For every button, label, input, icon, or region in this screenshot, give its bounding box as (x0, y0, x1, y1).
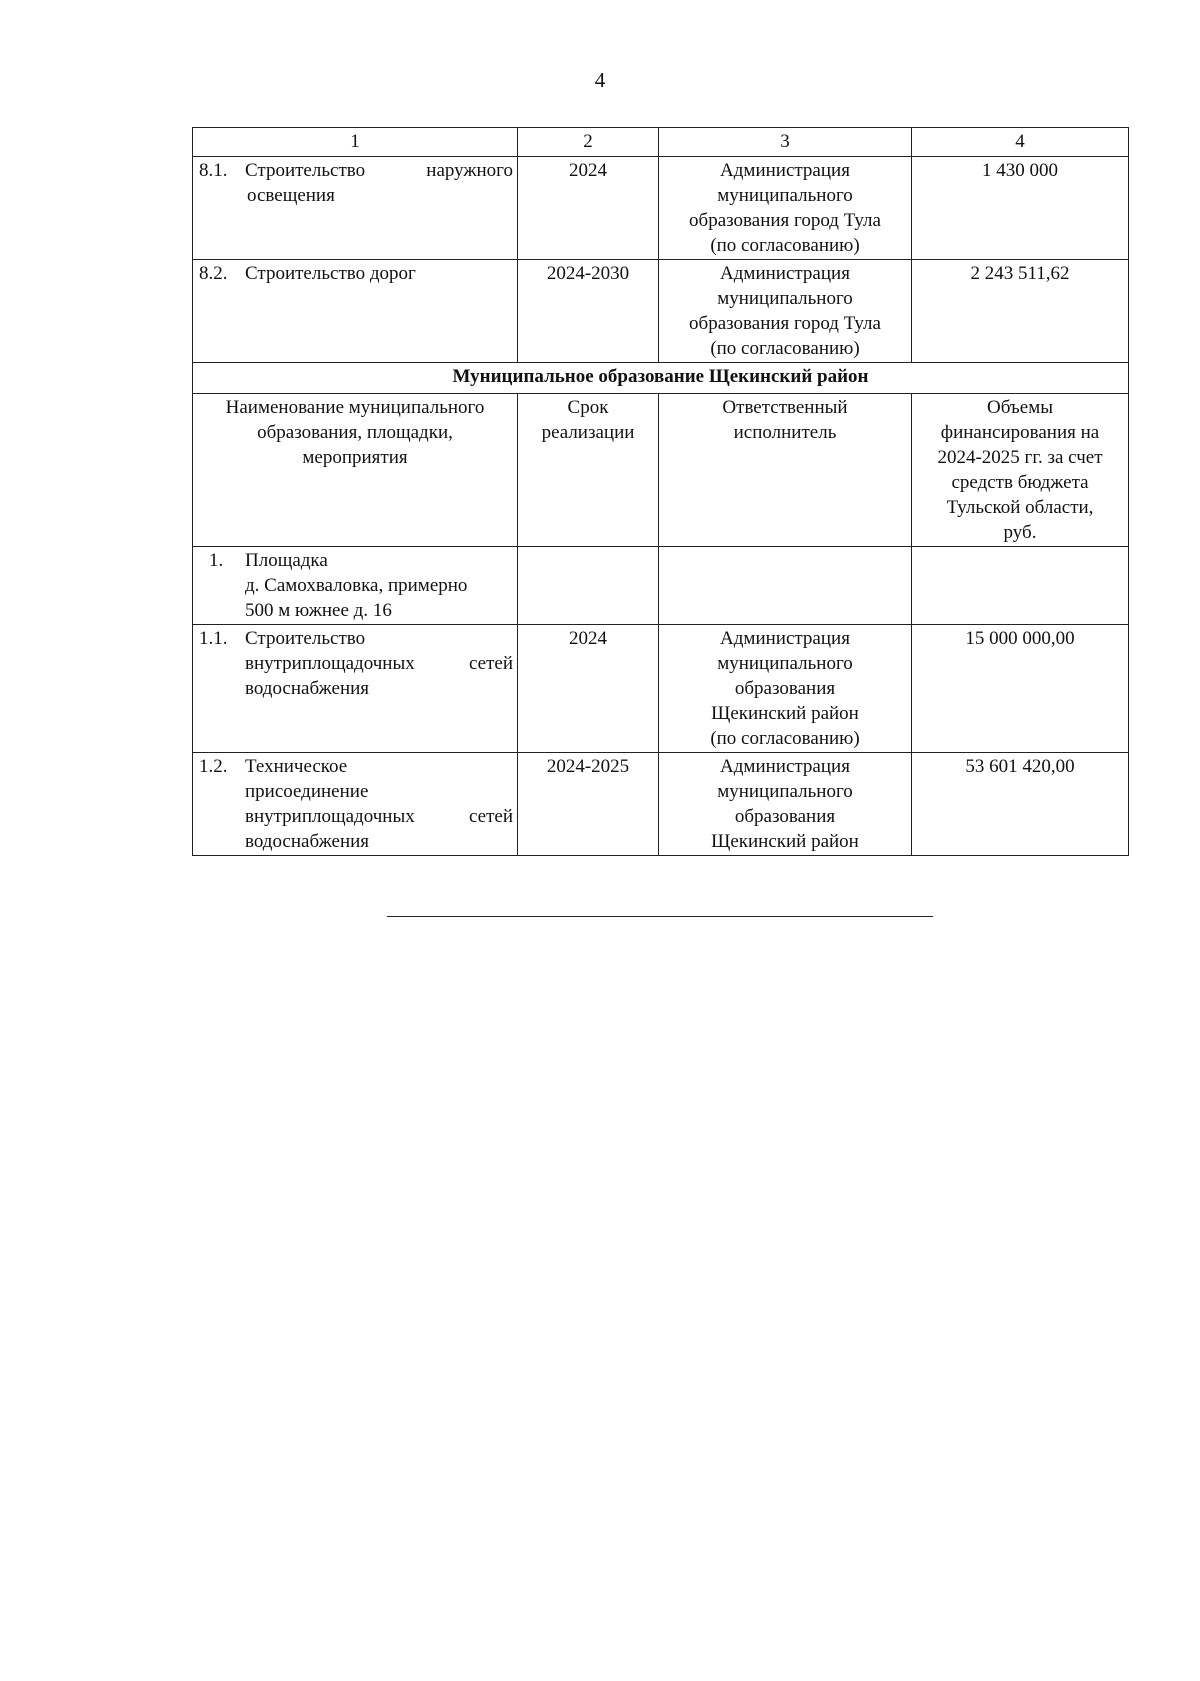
item-number: 1.1. (199, 628, 228, 649)
item-name-part: сетей (468, 653, 513, 674)
site-line: 500 м южнее д. 16 (245, 600, 392, 621)
empty-cell (912, 547, 1129, 625)
header-line: Срок (567, 397, 609, 418)
period-cell: 2024-2030 (518, 260, 659, 363)
executor-line: (по согласованию) (710, 235, 860, 256)
amount-cell: 2 243 511,62 (912, 260, 1129, 363)
header-line: реализации (541, 422, 635, 443)
executor-line: образования город Тула (689, 313, 881, 334)
closing-rule (387, 916, 933, 917)
item-name-part: сетей (468, 806, 513, 827)
funding-table (192, 127, 1129, 856)
item-name: Строительство дорог (245, 263, 416, 284)
executor-cell (659, 753, 912, 856)
header-line: Наименование муниципального (225, 397, 485, 418)
table-row (193, 260, 1129, 363)
table-row (193, 157, 1129, 260)
item-name-part: наружного (426, 160, 513, 181)
item-number: 8.1. (199, 160, 228, 181)
empty-cell (659, 547, 912, 625)
item-name-part: освещения (247, 185, 335, 206)
table-row (193, 753, 1129, 856)
header-line: мероприятия (302, 447, 408, 468)
period-cell: 2024 (518, 157, 659, 260)
header-amount (912, 394, 1129, 547)
column-header-row (193, 394, 1129, 547)
amount-cell: 1 430 000 (912, 157, 1129, 260)
section-title-row (193, 363, 1129, 394)
item-name-part: Строительство (245, 160, 366, 181)
item-number: 8.2. (199, 263, 228, 284)
header-line: 2024-2025 гг. за счет (937, 447, 1103, 468)
executor-cell (659, 157, 912, 260)
executor-line: образования город Тула (689, 210, 881, 231)
header-name (193, 394, 518, 547)
column-number: 4 (912, 128, 1129, 157)
item-name-part: внутриплощадочных (245, 806, 415, 827)
column-number: 2 (518, 128, 659, 157)
table-row (193, 547, 1129, 625)
period-cell: 2024 (518, 625, 659, 753)
executor-line: Администрация (720, 756, 850, 777)
header-line: финансирования на (940, 422, 1100, 443)
executor-line: муниципального (717, 288, 853, 309)
amount-cell: 53 601 420,00 (912, 753, 1129, 856)
site-line: д. Самохваловка, примерно (245, 575, 468, 596)
section-title: Муниципальное образование Щекинский район (193, 363, 1129, 394)
item-number: 1.2. (199, 756, 228, 777)
executor-line: образования (734, 678, 836, 699)
item-name-part: водоснабжения (245, 831, 370, 852)
item-name-part: Строительство (245, 628, 366, 649)
table-row (193, 625, 1129, 753)
executor-line: (по согласованию) (710, 728, 860, 749)
amount-cell: 15 000 000,00 (912, 625, 1129, 753)
item-name-part: внутриплощадочных (245, 653, 415, 674)
item-name-part: присоединение (245, 781, 369, 802)
header-line: Ответственный (722, 397, 848, 418)
executor-line: Администрация (720, 628, 850, 649)
executor-cell (659, 625, 912, 753)
item-name-cell (193, 157, 518, 260)
header-line: Объемы (987, 397, 1053, 418)
item-name-cell (193, 625, 518, 753)
executor-line: Щекинский район (711, 703, 859, 724)
item-name-cell (193, 260, 518, 363)
executor-line: Администрация (720, 160, 850, 181)
column-number: 3 (659, 128, 912, 157)
site-cell (193, 547, 518, 625)
column-number-row (193, 128, 1129, 157)
executor-line: муниципального (717, 185, 853, 206)
header-line: Тульской области, (946, 497, 1094, 518)
header-executor (659, 394, 912, 547)
period-cell: 2024-2025 (518, 753, 659, 856)
executor-line: муниципального (717, 653, 853, 674)
site-number: 1. (209, 550, 224, 571)
executor-line: Администрация (720, 263, 850, 284)
executor-line: образования (734, 806, 836, 827)
item-name-part: Техническое (245, 756, 348, 777)
item-name-part: водоснабжения (245, 678, 370, 699)
header-line: исполнитель (733, 422, 837, 443)
executor-line: Щекинский район (711, 831, 859, 852)
executor-cell (659, 260, 912, 363)
item-name-cell (193, 753, 518, 856)
page-number: 4 (594, 68, 606, 92)
header-period (518, 394, 659, 547)
header-line: руб. (1003, 522, 1037, 543)
column-number: 1 (193, 128, 518, 157)
executor-line: муниципального (717, 781, 853, 802)
executor-line: (по согласованию) (710, 338, 860, 359)
site-line: Площадка (245, 550, 328, 571)
header-line: образования, площадки, (257, 422, 453, 443)
empty-cell (518, 547, 659, 625)
header-line: средств бюджета (951, 472, 1089, 493)
